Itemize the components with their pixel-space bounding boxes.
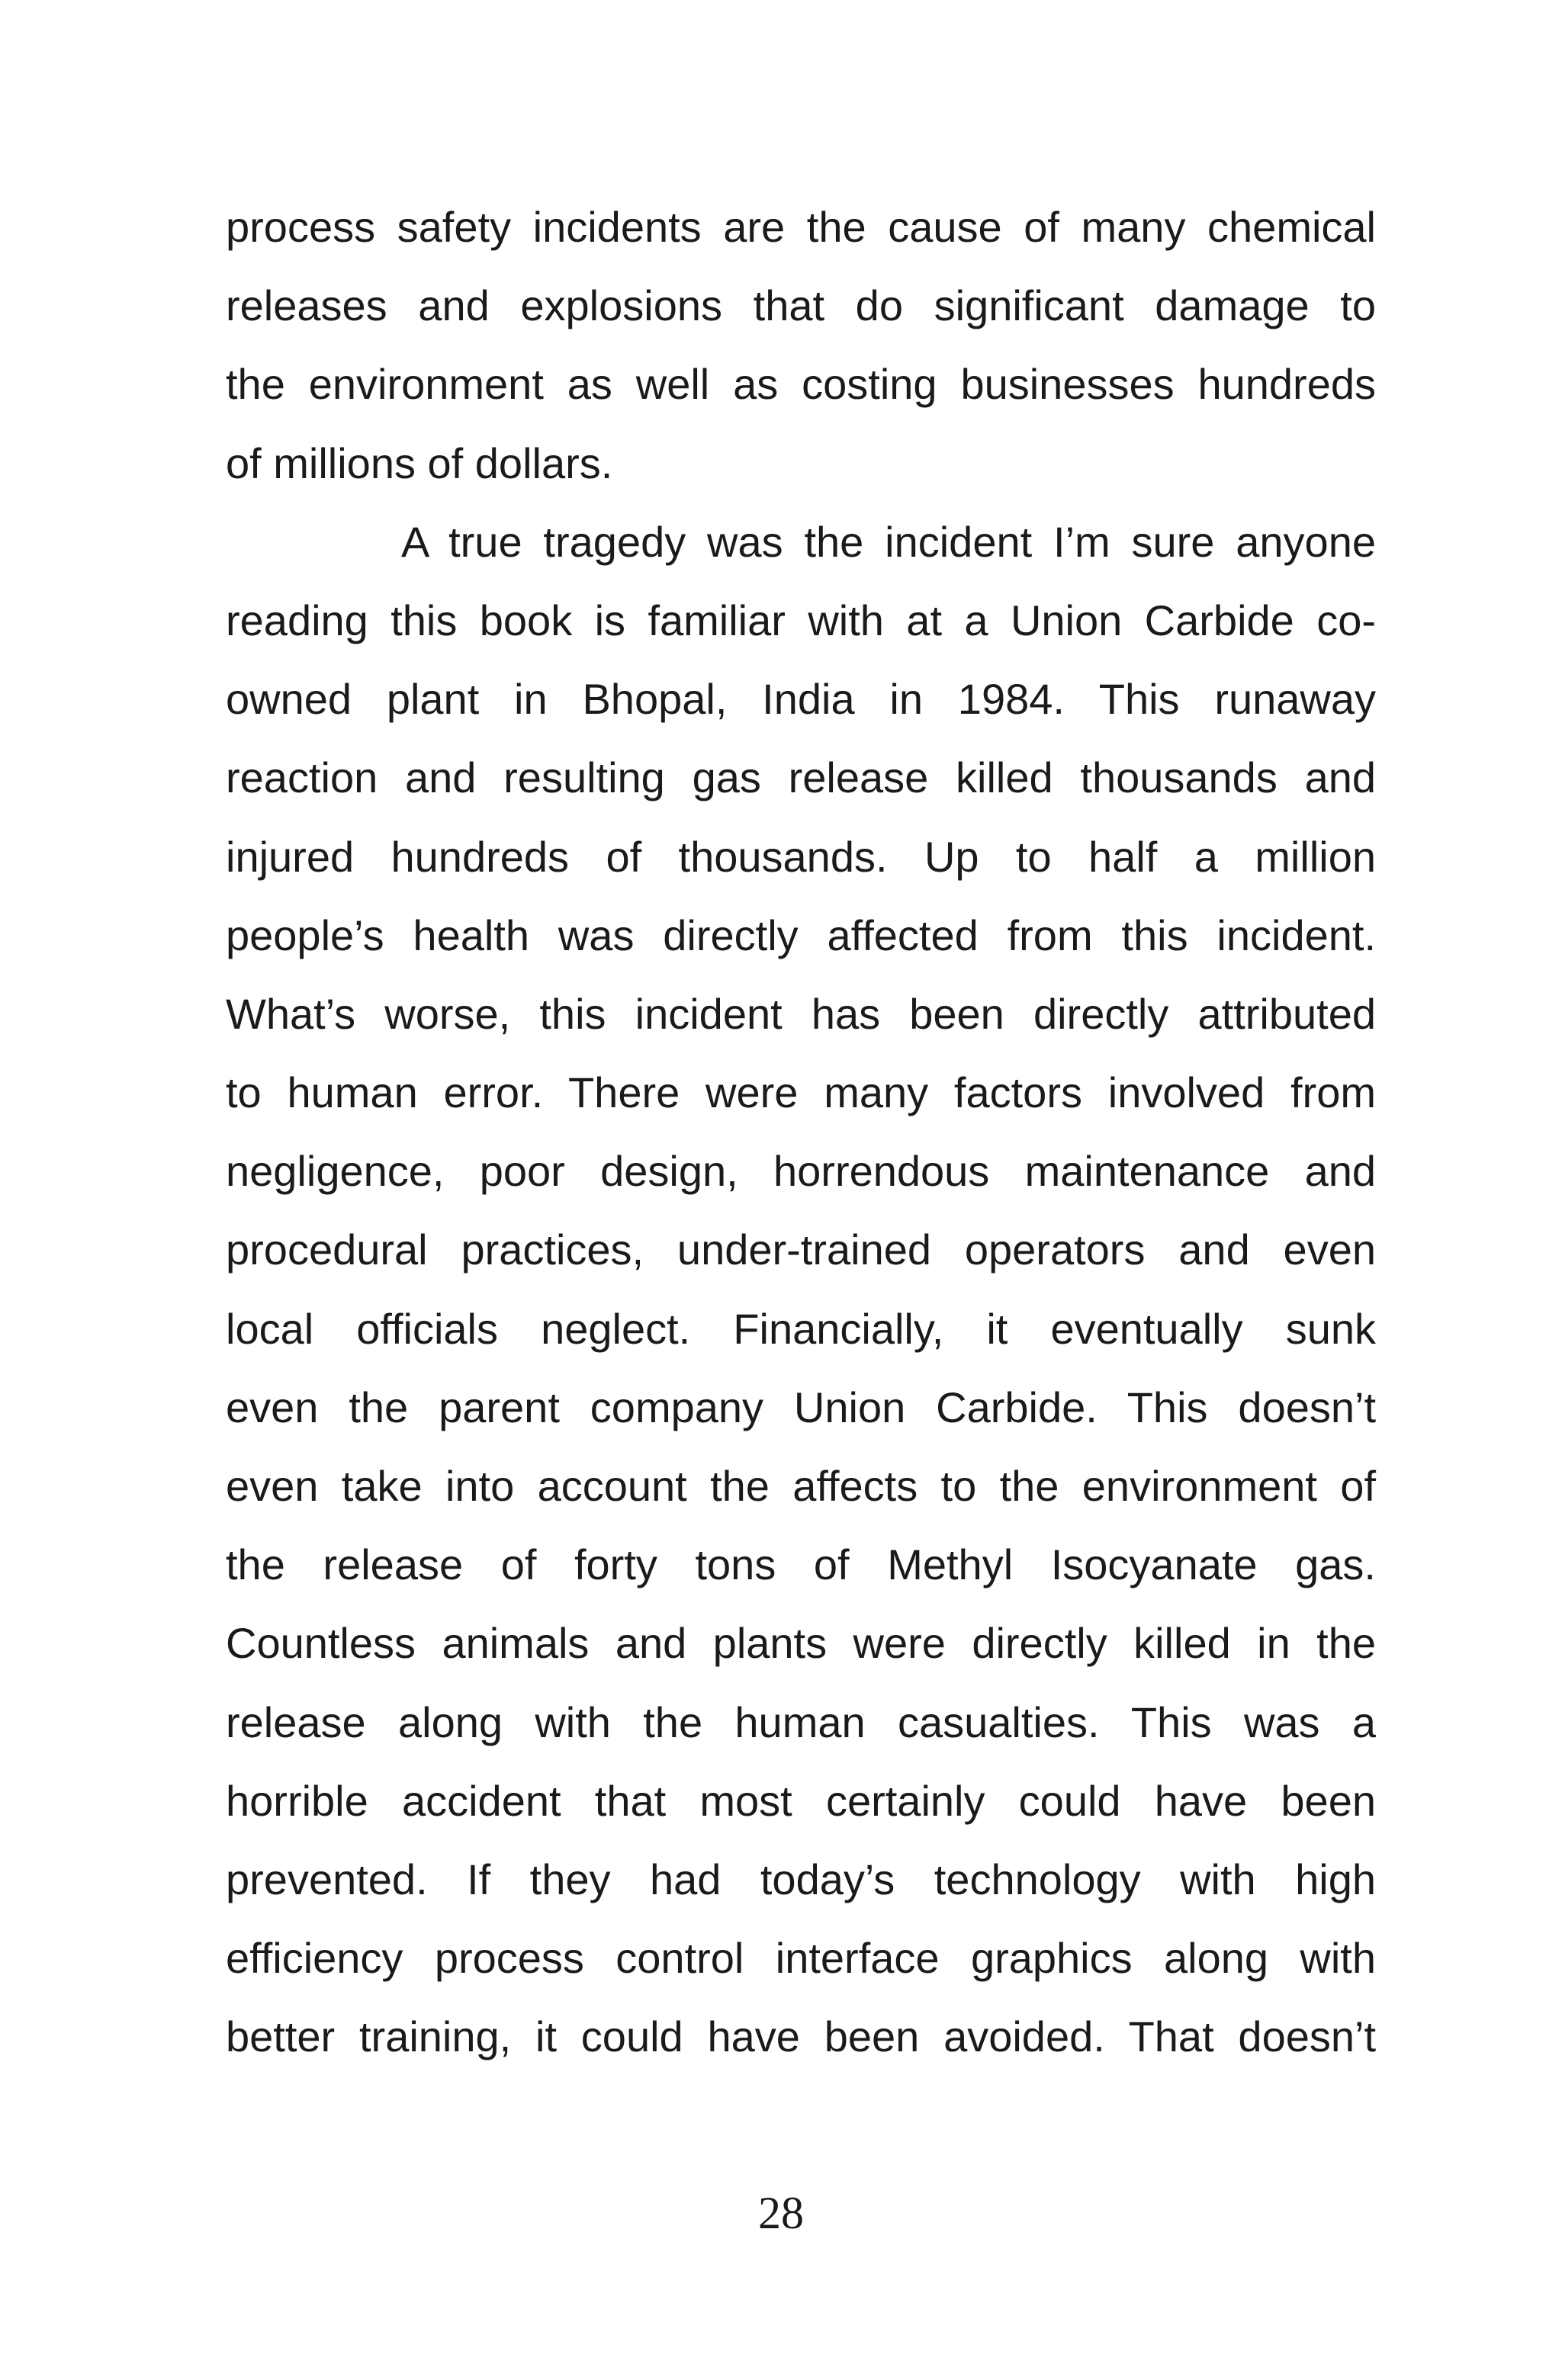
text-line: local officials neglect. Financially, it eventually sunk (226, 1304, 1376, 1353)
text-line: injured hundreds of thousands. Up to half a million (226, 832, 1376, 881)
text-line: Countless animals and plants were directly killed in the (226, 1619, 1376, 1668)
text-line: horrible accident that most certainly could have been (226, 1776, 1376, 1825)
page-number: 28 (758, 2188, 804, 2238)
text-line: reading this book is familiar with at a Union Carbide co- (226, 596, 1376, 644)
text-line: owned plant in Bhopal, India in 1984. This runaway (226, 675, 1376, 724)
text-line: releases and explosions that do significant damage to (226, 281, 1376, 330)
text-line: even take into account the affects to the environment of (226, 1462, 1376, 1510)
text-line: efficiency process control interface graphics along with (226, 1934, 1376, 1983)
text-line: people’s health was directly affected from this incident. (226, 911, 1376, 959)
text-line: reaction and resulting gas release killed thousands and (226, 753, 1376, 802)
text-line: better training, it could have been avoided. That doesn’t (226, 2012, 1376, 2061)
text-line: procedural practices, under-trained operators and even (226, 1225, 1376, 1274)
text-line: the release of forty tons of Methyl Isocyanate gas. (226, 1540, 1376, 1589)
paragraph-start-line: A true tragedy was the incident I’m sure anyone (401, 517, 1376, 566)
text-line: even the parent company Union Carbide. This doesn’t (226, 1383, 1376, 1431)
text-line: negligence, poor design, horrendous maintenance and (226, 1147, 1376, 1196)
text-line: to human error. There were many factors involved from (226, 1068, 1376, 1117)
text-line: What’s worse, this incident has been directly attributed (226, 989, 1376, 1038)
text-line: prevented. If they had today’s technology with high (226, 1855, 1376, 1903)
body-text (226, 188, 1376, 2076)
text-line: of millions of dollars. (226, 438, 613, 487)
text-line: process safety incidents are the cause of many chemical (226, 203, 1376, 251)
text-line: release along with the human casualties. This was a (226, 1697, 1376, 1746)
text-line: the environment as well as costing businesses hundreds (226, 360, 1376, 409)
